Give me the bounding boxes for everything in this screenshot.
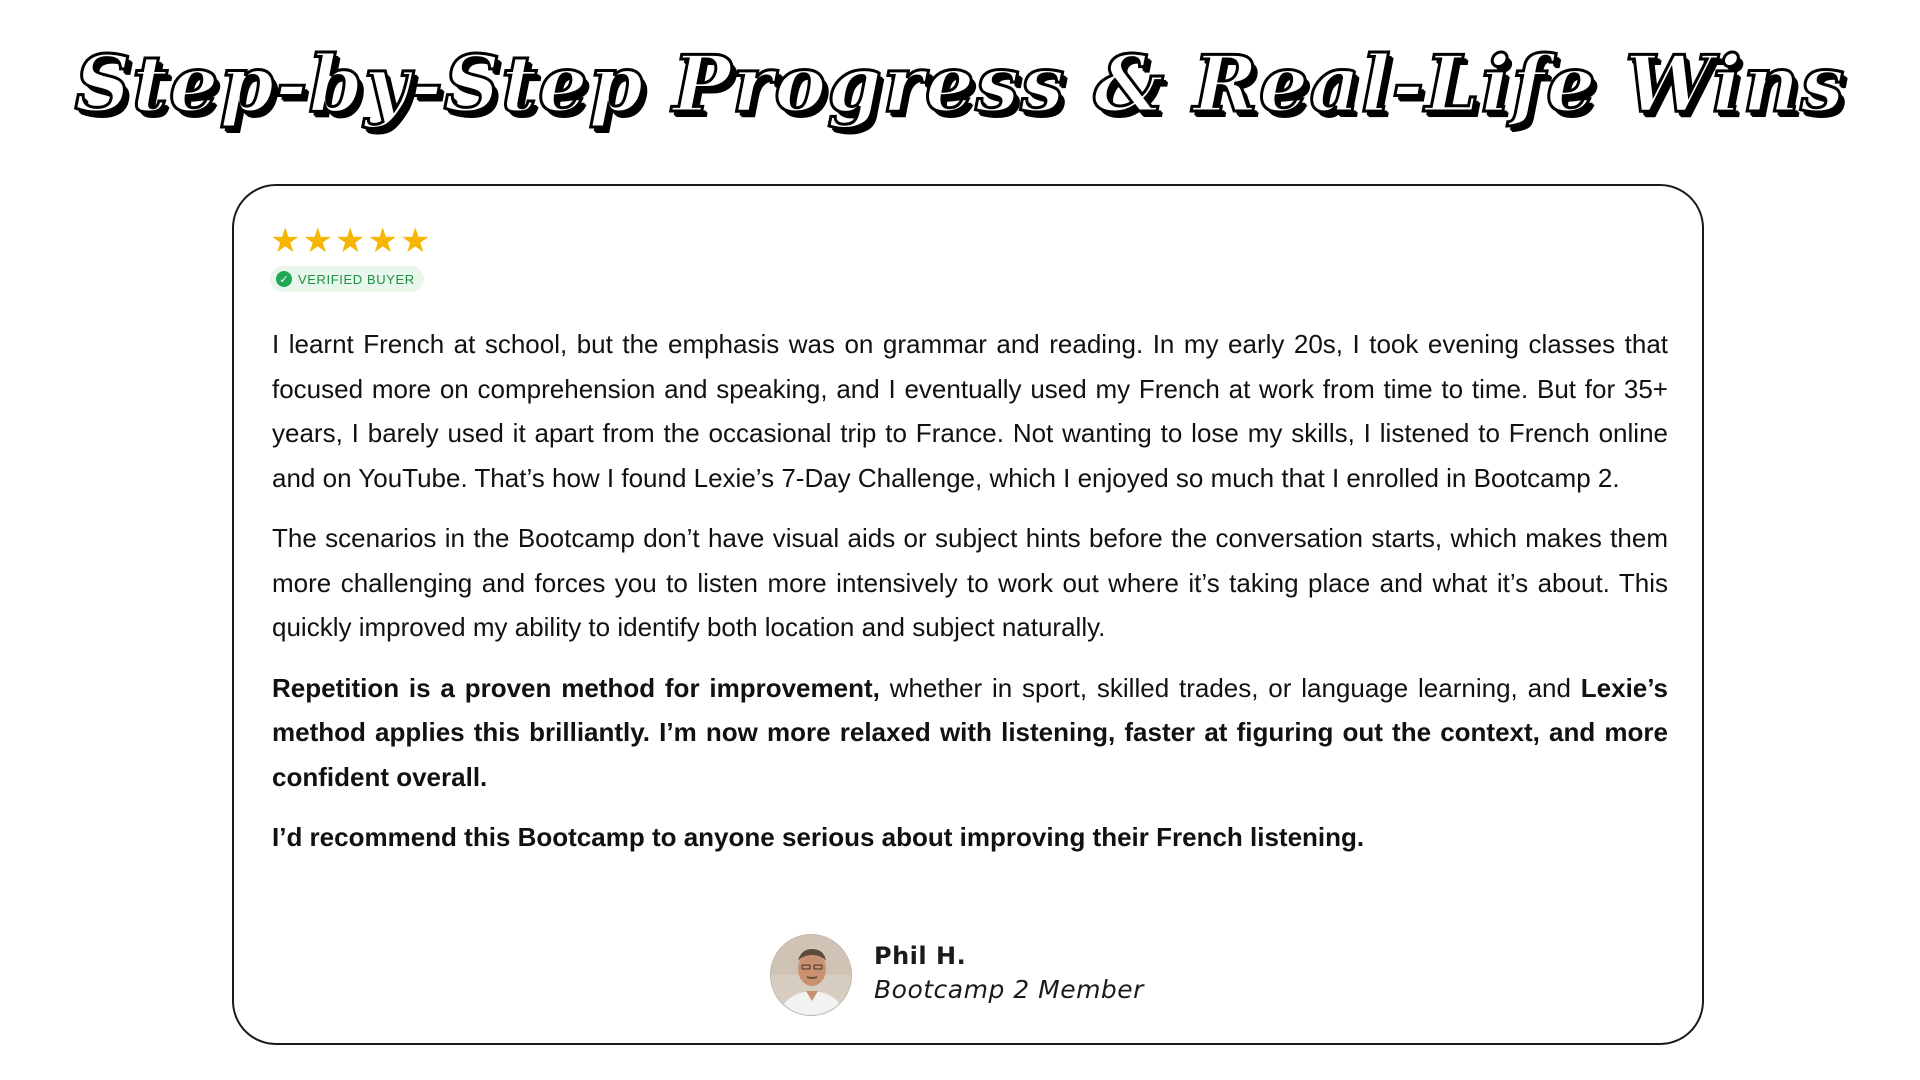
- reviewer-name: Phil H.: [874, 942, 967, 971]
- highlight-text: Lexie’s method applies this brilliantly. I’m now more relaxed with listening, faster at figuring out the context, and more confident overall.: [272, 672, 1668, 792]
- review-paragraph: The scenarios in the Bootcamp don’t have visual aids or subject hints before the conversation starts, which makes them more challenging and forces you to listen more intensively to work out where it’s taking place and what it’s about. This quickly improved my ability to identify both location and subject naturally.: [272, 523, 1668, 642]
- recommendation-text: I’d recommend this Bootcamp to anyone serious about improving their French listening.: [272, 822, 1365, 852]
- highlight-text: Repetition is a proven method for improvement,: [272, 672, 880, 703]
- page-headline: Step-by-Step Progress & Real-Life Wins: [74, 39, 1846, 130]
- verified-buyer-badge: [270, 266, 424, 292]
- review-paragraph-highlight: [272, 666, 1668, 800]
- reviewer-photo: [771, 935, 852, 1016]
- star-rating: [270, 221, 431, 261]
- check-circle-icon: ✓: [276, 271, 292, 287]
- reviewer-text: [874, 941, 1144, 1008]
- star-icon: ★: [270, 221, 301, 261]
- avatar: [770, 934, 852, 1016]
- testimonial-card: [232, 184, 1704, 1045]
- review-body: [272, 322, 1668, 876]
- review-recommendation: [272, 815, 1668, 860]
- review-paragraph: I learnt French at school, but the emphasis was on grammar and reading. In my early 20s, I took evening classes that focused more on comprehension and speaking, and I eventually used my French at work from time to time. But for 35+ years, I barely used it apart from the occasional trip to France. Not wanting to lose my skills, I listened to French online and on YouTube. That’s how I found Lexie’s 7-Day Challenge, which I enjoyed so much that I enrolled in Bootcamp 2.: [272, 329, 1668, 493]
- star-icon: ★: [367, 221, 398, 261]
- star-icon: ★: [302, 221, 333, 261]
- reviewer-role: Bootcamp 2 Member: [874, 975, 1144, 1005]
- review-text: whether in sport, skilled trades, or language learning, and: [879, 672, 1581, 703]
- star-icon: ★: [334, 221, 366, 261]
- reviewer-info: [770, 934, 1144, 1016]
- verified-buyer-label: VERIFIED BUYER: [298, 271, 415, 287]
- star-icon: ★: [399, 221, 431, 261]
